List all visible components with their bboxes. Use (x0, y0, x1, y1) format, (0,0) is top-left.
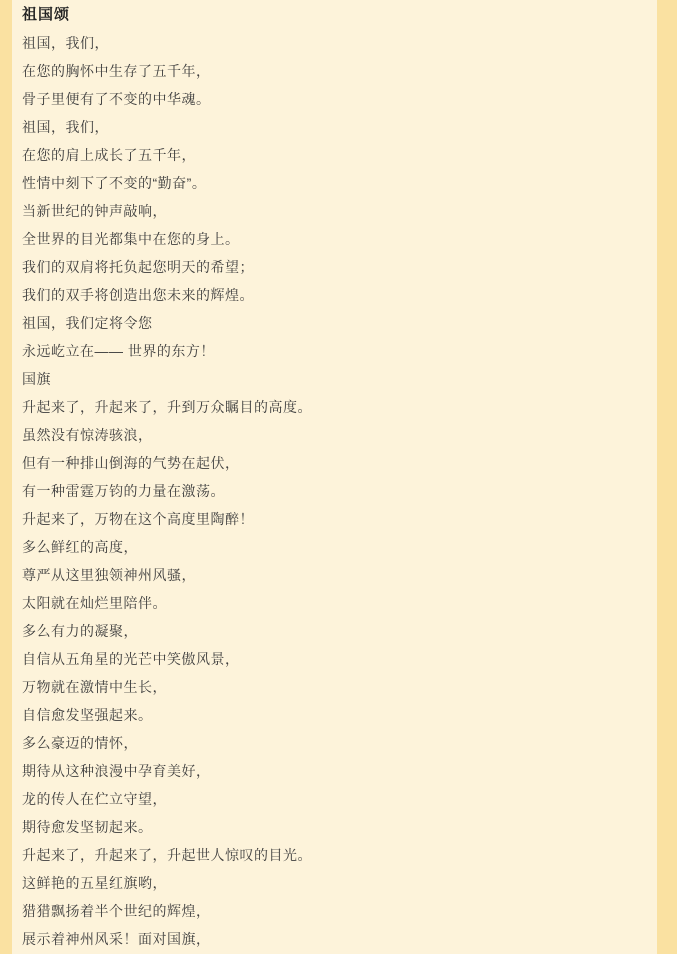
poem-line: 国旗 (22, 371, 51, 387)
poem-line: 多么豪迈的情怀， (22, 735, 138, 751)
poem-line: 太阳就在灿烂里陪伴。 (22, 595, 167, 611)
poem-line: 多么有力的凝聚， (22, 623, 138, 639)
poem-line: 骨子里便有了不变的中华魂。 (22, 91, 211, 107)
poem-line: 但有一种排山倒海的气势在起伏， (22, 455, 240, 471)
poem-line: 我们的双肩将托负起您明天的希望； (22, 259, 254, 275)
poem-line: 有一种雷霆万钧的力量在激荡。 (22, 483, 225, 499)
poem-line: 升起来了，万物在这个高度里陶醉！ (22, 511, 254, 527)
poem-line: 在您的肩上成长了五千年， (22, 147, 196, 163)
poem-line: 自信愈发坚强起来。 (22, 707, 153, 723)
poem-title: 祖国颂 (22, 6, 71, 23)
poem-line: 永远屹立在—— 世界的东方！ (22, 343, 215, 359)
poem-line: 期待从这种浪漫中孕育美好， (22, 763, 211, 779)
poem-line: 展示着神州风采！面对国旗， (22, 931, 211, 947)
poem-line: 祖国，我们， (22, 35, 109, 51)
poem-line: 升起来了，升起来了，升起世人惊叹的目光。 (22, 847, 312, 863)
poem-line: 多么鲜红的高度， (22, 539, 138, 555)
article-content (12, 0, 657, 954)
poem-lines (22, 29, 647, 953)
poem-line: 龙的传人在伫立守望， (22, 791, 167, 807)
poem-line: 全世界的目光都集中在您的身上。 (22, 231, 240, 247)
poem-line: 升起来了，升起来了，升到万众瞩目的高度。 (22, 399, 312, 415)
poem-line: 尊严从这里独领神州风骚， (22, 567, 196, 583)
poem-line: 在您的胸怀中生存了五千年， (22, 63, 211, 79)
poem-line: 万物就在激情中生长， (22, 679, 167, 695)
poem-line: 期待愈发坚韧起来。 (22, 819, 153, 835)
poem-line: 虽然没有惊涛骇浪， (22, 427, 153, 443)
poem-line: 祖国，我们定将令您 (22, 315, 153, 331)
poem-line: 我们的双手将创造出您未来的辉煌。 (22, 287, 254, 303)
poem-line: 祖国，我们， (22, 119, 109, 135)
poem-line: 性情中刻下了不变的“勤奋”。 (22, 175, 207, 191)
poem-line: 当新世纪的钟声敲响， (22, 203, 167, 219)
poem-line: 这鲜艳的五星红旗哟， (22, 875, 167, 891)
poem-line: 自信从五角星的光芒中笑傲风景， (22, 651, 240, 667)
poem-line: 猎猎飘扬着半个世纪的辉煌， (22, 903, 211, 919)
